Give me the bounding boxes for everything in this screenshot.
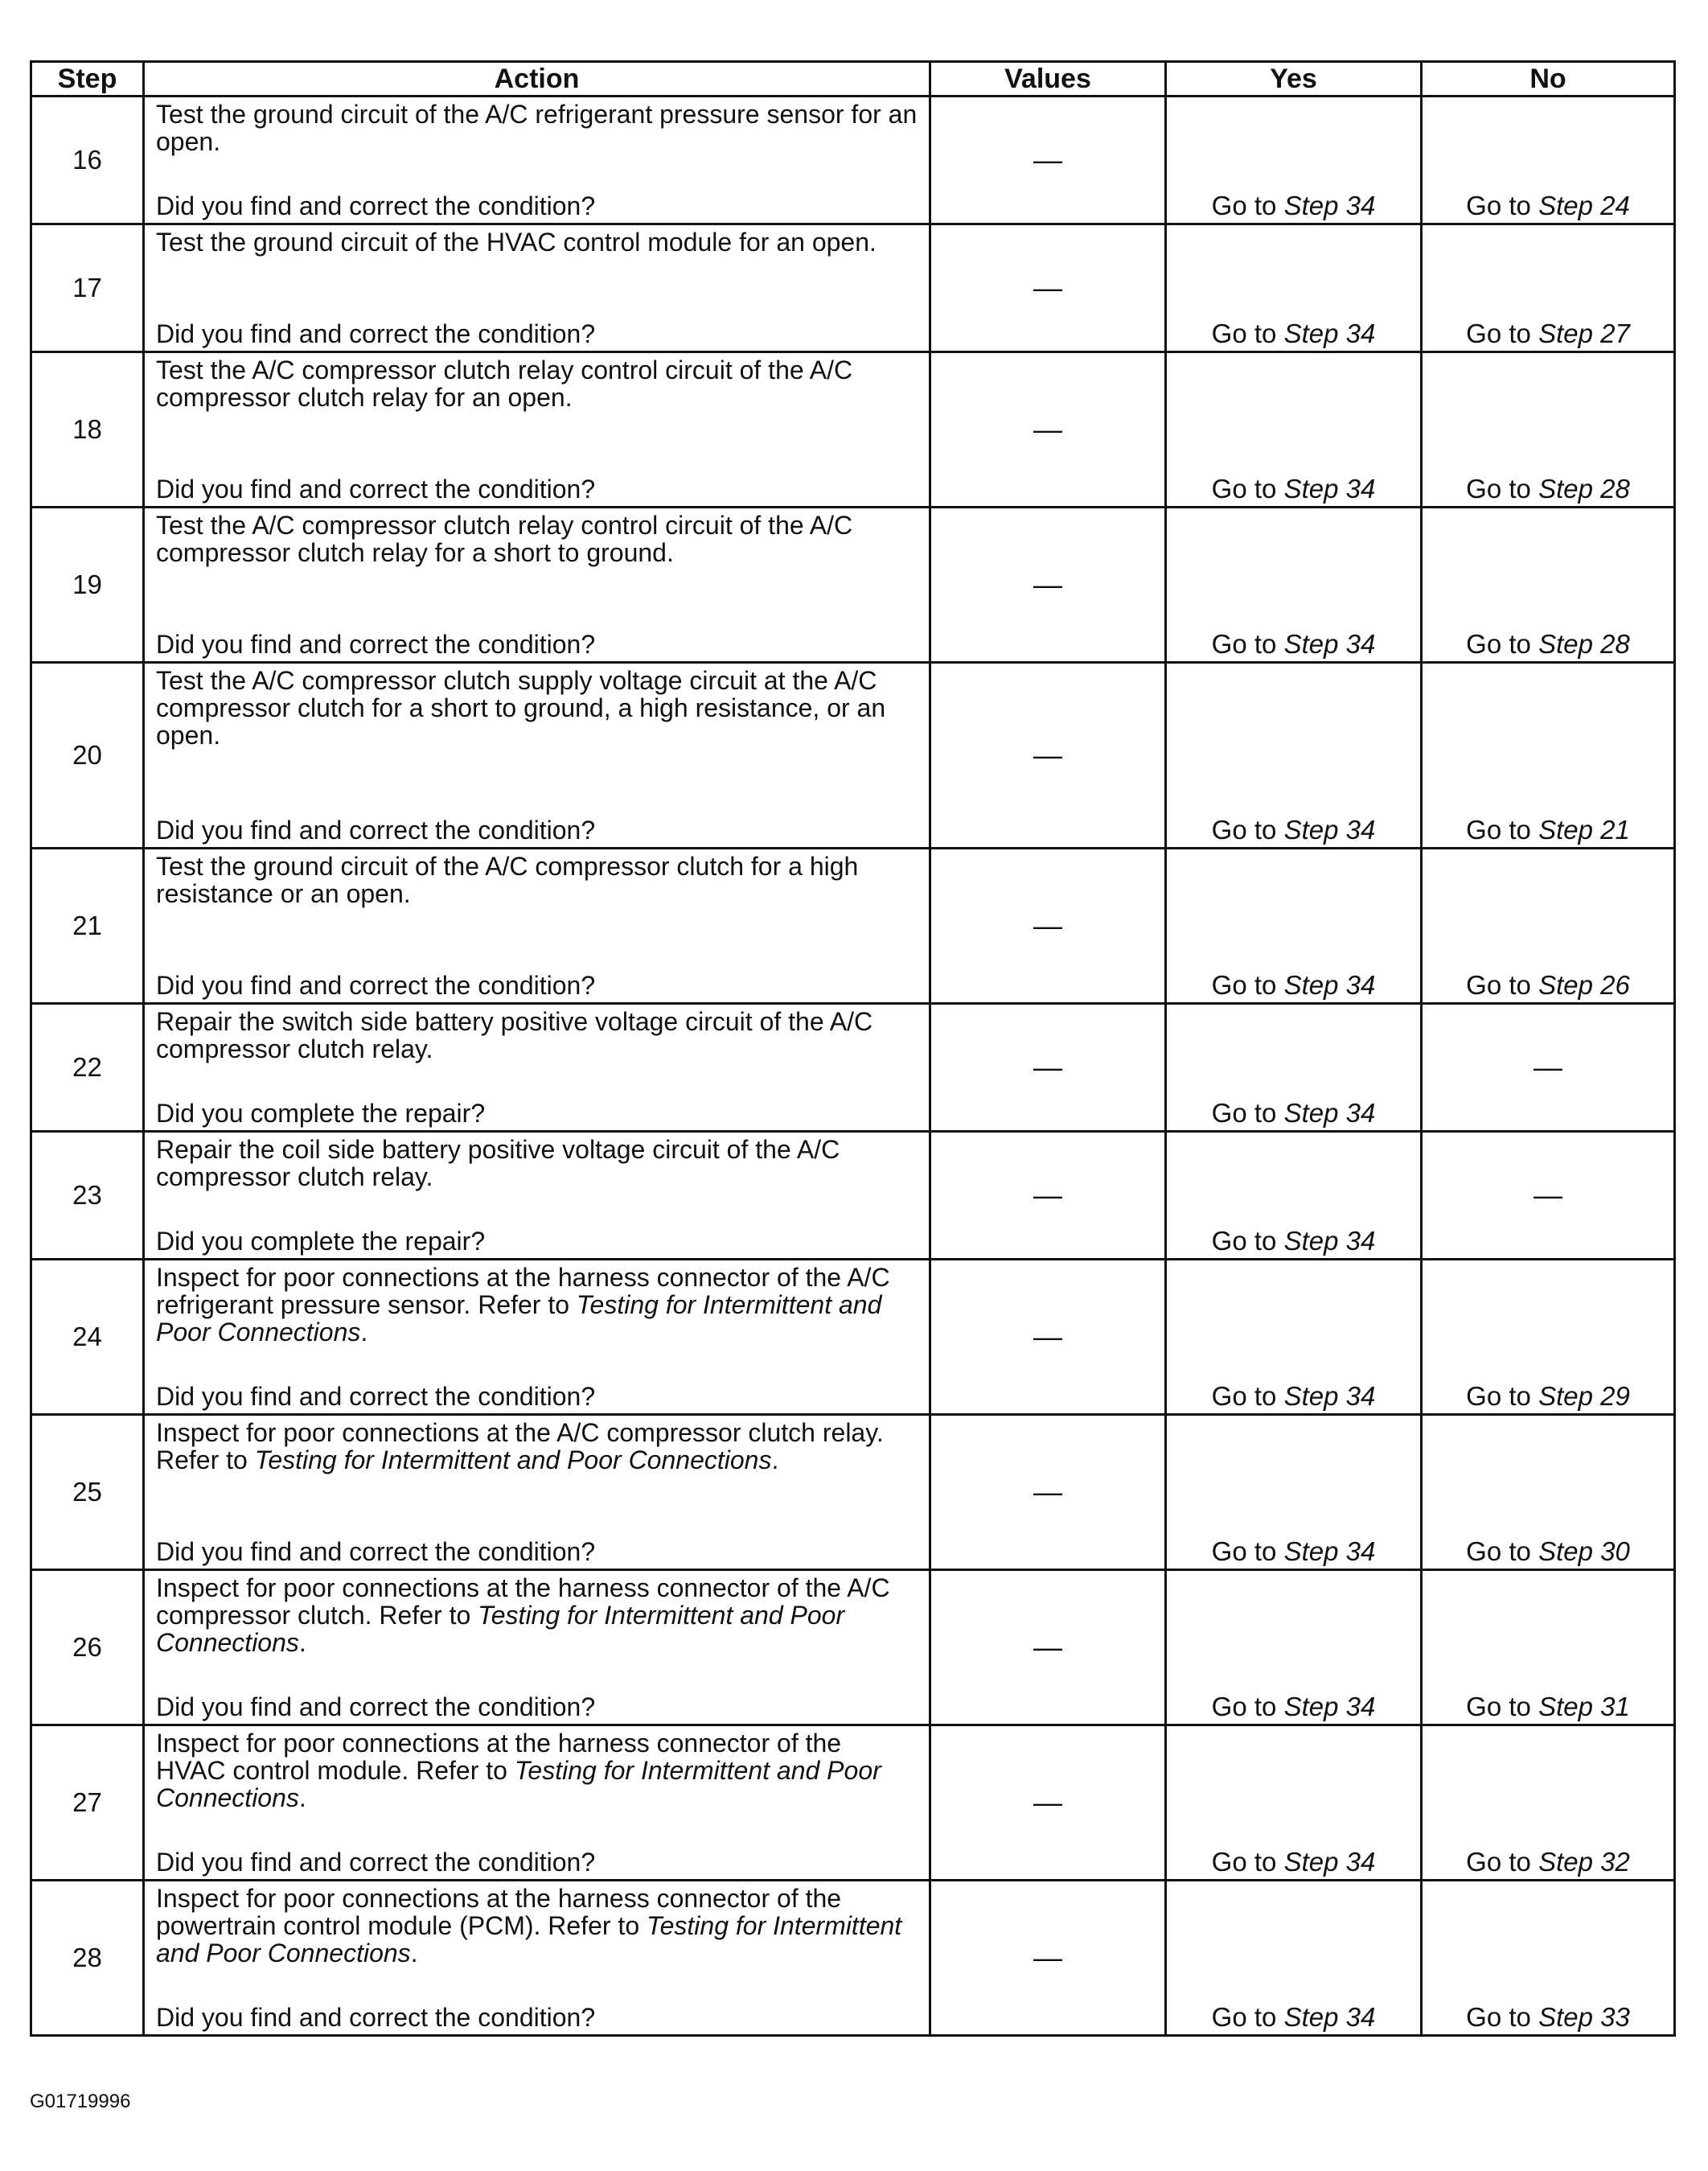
action-text-main: Inspect for poor connections at the A/C compressor clutch relay. Refer to — [156, 1418, 884, 1474]
action-text: Test the ground circuit of the A/C refrigerant pressure sensor for an open. — [156, 100, 918, 156]
header-no: No — [1422, 62, 1675, 97]
values-cell: — — [930, 1570, 1166, 1725]
action-cell — [144, 97, 930, 224]
yes-cell — [1166, 663, 1422, 849]
action-cell — [144, 1132, 930, 1260]
no-prefix: Go to — [1466, 1536, 1539, 1566]
action-text-end: . — [771, 1445, 779, 1474]
action-text-main: Inspect for poor connections at the harness connector of the A/C compressor clutch. Refer to — [156, 1573, 890, 1630]
values-cell: — — [930, 508, 1166, 663]
values-cell: — — [930, 224, 1166, 352]
no-step-link[interactable]: Step 21 — [1538, 815, 1630, 845]
yes-step-link[interactable]: Step 34 — [1283, 1098, 1376, 1128]
yes-step-link[interactable]: Step 34 — [1283, 629, 1376, 659]
header-yes: Yes — [1166, 62, 1422, 97]
action-text-main: Inspect for poor connections at the harness connector of the A/C refrigerant pressure sensor. Refer to — [156, 1263, 890, 1319]
table-row — [31, 663, 1675, 849]
no-step-link[interactable]: Step 28 — [1538, 474, 1630, 504]
values-cell: — — [930, 663, 1166, 849]
step-number: 17 — [31, 224, 144, 352]
action-cell — [144, 849, 930, 1004]
no-prefix: Go to — [1466, 1692, 1539, 1721]
yes-step-link[interactable]: Step 34 — [1283, 319, 1376, 348]
yes-step-link[interactable]: Step 34 — [1283, 1226, 1376, 1256]
table-row — [31, 1260, 1675, 1415]
action-question: Did you find and correct the condition? — [156, 971, 596, 1000]
values-cell: — — [930, 1132, 1166, 1260]
action-text — [156, 1881, 918, 1967]
no-prefix: Go to — [1466, 2002, 1539, 2032]
no-prefix: Go to — [1466, 319, 1539, 348]
action-question: Did you find and correct the condition? — [156, 475, 596, 504]
step-number: 22 — [31, 1004, 144, 1132]
step-number: 28 — [31, 1881, 144, 2036]
yes-prefix: Go to — [1211, 1381, 1284, 1411]
yes-step-link[interactable]: Step 34 — [1283, 1381, 1376, 1411]
yes-prefix: Go to — [1211, 319, 1284, 348]
no-cell — [1422, 224, 1675, 352]
action-text — [156, 1416, 918, 1474]
yes-prefix: Go to — [1211, 970, 1284, 1000]
action-cell — [144, 663, 930, 849]
action-cell — [144, 224, 930, 352]
no-prefix: Go to — [1466, 1381, 1539, 1411]
yes-cell — [1166, 1725, 1422, 1881]
action-question: Did you complete the repair? — [156, 1227, 486, 1256]
action-cell — [144, 1260, 930, 1415]
yes-cell — [1166, 224, 1422, 352]
table-row — [31, 352, 1675, 508]
action-text: Repair the switch side battery positive voltage circuit of the A/C compressor clutch relay. — [156, 1007, 873, 1063]
yes-cell — [1166, 97, 1422, 224]
reference-link[interactable]: Testing for Intermittent and Poor Connections — [156, 1601, 845, 1657]
action-question: Did you find and correct the condition? — [156, 816, 596, 845]
action-cell — [144, 1570, 930, 1725]
no-cell — [1422, 1881, 1675, 2036]
action-cell — [144, 1725, 930, 1881]
action-text — [156, 1260, 918, 1346]
action-question: Did you find and correct the condition? — [156, 1537, 596, 1566]
yes-step-link[interactable]: Step 34 — [1283, 1536, 1376, 1566]
action-cell — [144, 508, 930, 663]
no-cell — [1422, 849, 1675, 1004]
action-cell — [144, 352, 930, 508]
yes-prefix: Go to — [1211, 1536, 1284, 1566]
yes-step-link[interactable]: Step 34 — [1283, 191, 1376, 220]
values-cell: — — [930, 1725, 1166, 1881]
action-text-end: . — [298, 1783, 306, 1812]
no-cell — [1422, 1260, 1675, 1415]
action-question: Did you find and correct the condition? — [156, 1382, 596, 1411]
yes-prefix: Go to — [1211, 1692, 1284, 1721]
yes-cell — [1166, 1132, 1422, 1260]
reference-link[interactable]: Testing for Intermittent and Poor Connections — [156, 1911, 902, 1967]
step-number: 16 — [31, 97, 144, 224]
yes-prefix: Go to — [1211, 2002, 1284, 2032]
yes-cell — [1166, 1570, 1422, 1725]
action-text: Test the A/C compressor clutch relay control circuit of the A/C compressor clutch relay for an open. — [156, 356, 853, 412]
table-row — [31, 1570, 1675, 1725]
no-prefix: Go to — [1466, 970, 1539, 1000]
action-text-end: . — [410, 1939, 418, 1967]
action-question: Did you find and correct the condition? — [156, 1848, 596, 1877]
yes-prefix: Go to — [1211, 191, 1284, 220]
diagnostic-table-container — [30, 60, 1673, 2037]
no-cell — [1422, 352, 1675, 508]
table-row — [31, 1004, 1675, 1132]
step-number: 20 — [31, 663, 144, 849]
header-action: Action — [144, 62, 930, 97]
yes-prefix: Go to — [1211, 629, 1284, 659]
yes-cell — [1166, 1260, 1422, 1415]
no-prefix: Go to — [1466, 815, 1539, 845]
action-text-end: . — [360, 1318, 368, 1347]
action-text-main: Inspect for poor connections at the harness connector of the HVAC control module. Refer to — [156, 1729, 842, 1785]
yes-cell — [1166, 1881, 1422, 2036]
step-number: 23 — [31, 1132, 144, 1260]
no-step-link[interactable]: Step 31 — [1538, 1692, 1630, 1721]
action-text: Repair the coil side battery positive voltage circuit of the A/C compressor clutch relay. — [156, 1135, 840, 1191]
yes-cell — [1166, 508, 1422, 663]
step-number: 25 — [31, 1415, 144, 1570]
no-prefix: Go to — [1466, 191, 1539, 220]
no-step-link[interactable]: Step 27 — [1538, 319, 1630, 348]
yes-prefix: Go to — [1211, 474, 1284, 504]
action-question: Did you find and correct the condition? — [156, 1692, 596, 1721]
no-step-link[interactable]: Step 26 — [1538, 970, 1630, 1000]
table-row — [31, 97, 1675, 224]
action-question: Did you find and correct the condition? — [156, 319, 596, 348]
values-cell: — — [930, 849, 1166, 1004]
no-step-link[interactable]: Step 24 — [1538, 191, 1630, 220]
yes-cell — [1166, 849, 1422, 1004]
yes-step-link[interactable]: Step 34 — [1283, 2002, 1376, 2032]
no-prefix: Go to — [1466, 629, 1539, 659]
table-row — [31, 1132, 1675, 1260]
no-step-link[interactable]: Step 33 — [1538, 2002, 1630, 2032]
action-cell — [144, 1415, 930, 1570]
values-cell: — — [930, 1415, 1166, 1570]
diagnostic-table — [30, 60, 1676, 2037]
action-text: Test the A/C compressor clutch supply voltage circuit at the A/C compressor clutch for a short to ground, a high resistance, or an open. — [156, 666, 886, 750]
values-cell: — — [930, 97, 1166, 224]
action-text-main: Inspect for poor connections at the harness connector of the powertrain control module (PCM). Refer to — [156, 1884, 842, 1940]
yes-prefix: Go to — [1211, 1847, 1284, 1877]
no-cell — [1422, 1570, 1675, 1725]
no-step-link[interactable]: Step 29 — [1538, 1381, 1630, 1411]
table-row — [31, 1725, 1675, 1881]
figure-id: G01719996 — [30, 2091, 131, 2112]
no-cell — [1422, 1415, 1675, 1570]
step-number: 19 — [31, 508, 144, 663]
no-step-link[interactable]: Step 28 — [1538, 629, 1630, 659]
action-cell — [144, 1004, 930, 1132]
step-number: 21 — [31, 849, 144, 1004]
action-text: Test the A/C compressor clutch relay control circuit of the A/C compressor clutch relay for a short to ground. — [156, 511, 853, 567]
action-text — [156, 1571, 918, 1656]
yes-prefix: Go to — [1211, 1226, 1284, 1256]
table-row — [31, 849, 1675, 1004]
action-question: Did you find and correct the condition? — [156, 2003, 596, 2032]
yes-step-link[interactable]: Step 34 — [1283, 970, 1376, 1000]
no-cell-dash: — — [1422, 1132, 1675, 1260]
yes-cell — [1166, 1415, 1422, 1570]
action-cell — [144, 1881, 930, 2036]
reference-link[interactable]: Testing for Intermittent and Poor Connections — [254, 1445, 772, 1474]
action-text — [156, 1726, 918, 1811]
values-cell: — — [930, 1004, 1166, 1132]
action-text: Test the ground circuit of the HVAC control module for an open. — [156, 228, 877, 257]
action-question: Did you find and correct the condition? — [156, 630, 596, 659]
action-text-end: . — [298, 1628, 306, 1657]
action-question: Did you complete the repair? — [156, 1099, 486, 1128]
table-header-row — [31, 62, 1675, 97]
step-number: 18 — [31, 352, 144, 508]
yes-prefix: Go to — [1211, 815, 1284, 845]
no-cell — [1422, 97, 1675, 224]
yes-step-link[interactable]: Step 34 — [1283, 815, 1376, 845]
no-cell-dash: — — [1422, 1004, 1675, 1132]
reference-link[interactable]: Testing for Intermittent and Poor Connections — [156, 1290, 882, 1347]
no-cell — [1422, 663, 1675, 849]
table-row — [31, 224, 1675, 352]
table-row — [31, 1881, 1675, 2036]
table-row — [31, 508, 1675, 663]
values-cell: — — [930, 1260, 1166, 1415]
action-text: Test the ground circuit of the A/C compressor clutch for a high resistance or an open. — [156, 852, 859, 908]
header-step: Step — [31, 62, 144, 97]
action-question: Did you find and correct the condition? — [156, 191, 596, 220]
reference-link[interactable]: Testing for Intermittent and Poor Connections — [156, 1756, 881, 1812]
values-cell: — — [930, 1881, 1166, 2036]
no-cell — [1422, 1725, 1675, 1881]
values-cell: — — [930, 352, 1166, 508]
yes-cell — [1166, 1004, 1422, 1132]
no-prefix: Go to — [1466, 474, 1539, 504]
no-prefix: Go to — [1466, 1847, 1539, 1877]
yes-step-link[interactable]: Step 34 — [1283, 1692, 1376, 1721]
step-number: 26 — [31, 1570, 144, 1725]
yes-cell — [1166, 352, 1422, 508]
step-number: 24 — [31, 1260, 144, 1415]
yes-step-link[interactable]: Step 34 — [1283, 1847, 1376, 1877]
header-values: Values — [930, 62, 1166, 97]
no-step-link[interactable]: Step 30 — [1538, 1536, 1630, 1566]
no-cell — [1422, 508, 1675, 663]
no-step-link[interactable]: Step 32 — [1538, 1847, 1630, 1877]
step-number: 27 — [31, 1725, 144, 1881]
table-row — [31, 1415, 1675, 1570]
yes-prefix: Go to — [1211, 1098, 1284, 1128]
yes-step-link[interactable]: Step 34 — [1283, 474, 1376, 504]
